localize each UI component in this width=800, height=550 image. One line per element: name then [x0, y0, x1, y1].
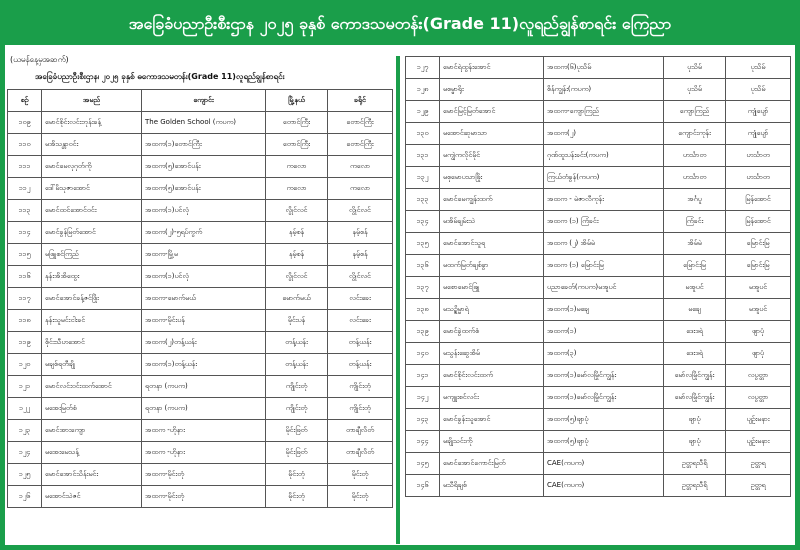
school: အထက-မိုင်းပန် [142, 310, 266, 332]
table-row [8, 376, 393, 398]
student-name: မောင်ရဲထွန်းအောင် [440, 57, 544, 79]
district: လွိုင်လင် [328, 266, 393, 288]
row-no: ၁၁၅ [8, 244, 42, 266]
district: မြောင်းမြ [726, 255, 791, 277]
district: မိုင်းတုံ [328, 464, 393, 486]
school: အထက(၁)ပင်လုံ [142, 266, 266, 288]
district: လွိုင်လင် [328, 200, 393, 222]
student-name: မကျူးစင်လင်း [440, 387, 544, 409]
table-row [8, 332, 393, 354]
page-title: အခြေခံပညာဦးစီးဌာန ၂၀၂၅ ခုနှစ် ကောဒသမတန်း(Grade 11)လူရည်ချွန်စာရင်း ကြေညာ [5, 5, 795, 45]
school: အထက - မဲဇာလီကုန်း [544, 189, 664, 211]
row-no: ၁၃၃ [406, 189, 440, 211]
row-no: ၁၃၀ [406, 123, 440, 145]
row-no: ၁၂၃ [8, 420, 42, 442]
table-row [8, 156, 393, 178]
student-name: မစမ္မာရိုး [440, 79, 544, 101]
student-name: မအိမ်ချမ်းသဲ [440, 211, 544, 233]
row-no: ၁၃၉ [406, 321, 440, 343]
district: လပွတ္တာ [726, 365, 791, 387]
district: တောင်ကြီး [328, 134, 393, 156]
township: ကျိုင်းတုံ [266, 376, 328, 398]
col-header-name: အမည် [42, 90, 142, 112]
table-row [406, 475, 791, 497]
row-no: ၁၄၄ [406, 431, 440, 453]
col-header-township: မြို့နယ် [266, 90, 328, 112]
district: ပျဉ်းမနား [726, 431, 791, 453]
row-no: ၁၁၉ [8, 332, 42, 354]
student-name: မသဉ္စိမ္မာရဲ [440, 299, 544, 321]
district: ပုသိမ် [726, 57, 791, 79]
student-name: မကျွဲကလိုင်မိုင် [440, 145, 544, 167]
township: ဒေးဒရဲ [664, 343, 726, 365]
row-no: ၁၃၈ [406, 299, 440, 321]
student-name: ဒေါ်မိသုဇာအောင် [42, 178, 142, 200]
col-header-district: ခရိုင် [328, 90, 393, 112]
row-no: ၁၄၁ [406, 365, 440, 387]
student-name: မသွန်းဆွေအိမ် [440, 343, 544, 365]
district: မိုင်းတုံ [328, 486, 393, 508]
township: မအူပင် [664, 277, 726, 299]
township: ဥတ္တရသီရိ [664, 475, 726, 497]
district: ကလော [328, 156, 393, 178]
row-no: ၁၂၀ [8, 354, 42, 376]
student-name: မောင်ခွဲထက်စံ [440, 321, 544, 343]
district: မအူပင် [726, 299, 791, 321]
table-row [406, 409, 791, 431]
table-row [406, 145, 791, 167]
row-no: ၁၁၈ [8, 310, 42, 332]
table-row [406, 79, 791, 101]
district: နမ့်စန် [328, 222, 393, 244]
school: အထက -ဟိုနား [142, 420, 266, 442]
student-name: နန်းအိအိထွေး [42, 266, 142, 288]
continued-note: (ယမန်နေ့မှအဆက်) [10, 55, 69, 64]
row-no: ၁၀၉ [8, 112, 42, 134]
district: ပျဉ်းမနား [726, 409, 791, 431]
col-header-no: စဉ် [8, 90, 42, 112]
student-name: မောင်မြင့်မြတ်အောင် [440, 101, 544, 123]
row-no: ၁၂၆ [8, 486, 42, 508]
student-name: မအေးမြတ်စံ [42, 398, 142, 420]
row-no: ၁၁၀ [8, 134, 42, 156]
school: အထက(၁)တောင်ကြီး [142, 134, 266, 156]
township: ပုသိမ် [664, 79, 726, 101]
township: မိုင်းဖြတ် [266, 420, 328, 442]
student-name: နန်းသူမင်းငါးခင် [42, 310, 142, 332]
district: ကျုံပျော် [726, 123, 791, 145]
township: တောင်ကြီး [266, 112, 328, 134]
student-name: မောင်အောင်ခန့်ဇင်ဖြိုး [42, 288, 142, 310]
school: အထက(၅)ဖျာပုံ [544, 409, 664, 431]
school: The Golden School (ကပက) [142, 112, 266, 134]
district: တောင်ကြီး [328, 112, 393, 134]
school: အထက-မြို့မ [142, 244, 266, 266]
township: ဟင်္သာတ [664, 145, 726, 167]
township: မော်လမြိုင်ကျွန်း [664, 387, 726, 409]
school: အထက(၅)ဖျာပုံ [544, 431, 664, 453]
district: ဖျာပုံ [726, 343, 791, 365]
student-name: မချိုသင်းကို [440, 431, 544, 453]
township: မိုင်းတုံ [266, 486, 328, 508]
student-name: မအောင်သဲဇင် [42, 486, 142, 508]
district: ဥတ္တရ [726, 475, 791, 497]
row-no: ၁၁၇ [8, 288, 42, 310]
student-name: မောင်ခွန်းသူအောင် [440, 409, 544, 431]
district: နမ့်စန် [328, 244, 393, 266]
table-row [406, 387, 791, 409]
school: အထက(၃) [544, 343, 664, 365]
school: အထက-မိုင်းတုံ [142, 464, 266, 486]
table-row [406, 277, 791, 299]
table-row [8, 288, 393, 310]
table-header-row [8, 90, 393, 112]
district: ဥတ္တရ [726, 453, 791, 475]
school: အထက (၁) မြောင်းမြ [544, 255, 664, 277]
table-row [8, 200, 393, 222]
school: အထက(၂)တန့်ယန်း [142, 332, 266, 354]
table-row [8, 222, 393, 244]
township: လွိုင်လင် [266, 266, 328, 288]
table-row [8, 266, 393, 288]
school: စိန်ကျွန်း(ကပက) [544, 79, 664, 101]
student-name: မောင်မေကျွန်းထက် [440, 189, 544, 211]
township: အင်္ဂပူ [664, 189, 726, 211]
row-no: ၁၂၂ [8, 398, 42, 420]
row-no: ၁၃၆ [406, 255, 440, 277]
table-row [8, 486, 393, 508]
table-row [8, 420, 393, 442]
table-row [406, 299, 791, 321]
township: နမ့်စန် [266, 222, 328, 244]
school: ကြယ်တံခွန်(ကပက) [544, 167, 664, 189]
township: မချေ [664, 299, 726, 321]
school: ရတနာ (ကပက) [142, 376, 266, 398]
district: မြောင်းမြ [726, 233, 791, 255]
township: ကလော [266, 156, 328, 178]
table-row [8, 310, 393, 332]
table-row [406, 57, 791, 79]
district: တန့်ယန်း [328, 332, 393, 354]
row-no: ၁၂၇ [406, 57, 440, 79]
district: ကျုံပျော် [726, 101, 791, 123]
school: အထက(၆)ပုသိမ် [544, 57, 664, 79]
school: ဂုဏ်ထူးပန်းခင်း(ကပက) [544, 145, 664, 167]
student-name: မောင်စိုင်းလင်းဘုန်းခန့် [42, 112, 142, 134]
student-name: မစုမောပသာဖြိုး [440, 167, 544, 189]
district: လပွတ္တာ [726, 387, 791, 409]
row-no: ၁၄၀ [406, 343, 440, 365]
district: ကျိုင်းတုံ [328, 376, 393, 398]
township: ကြံခင်း [664, 211, 726, 233]
table-row [8, 442, 393, 464]
township: မောက်မယ် [266, 288, 328, 310]
table-row [406, 431, 791, 453]
township: လွိုင်လင် [266, 200, 328, 222]
district: ဟင်္သာတ [726, 145, 791, 167]
district: တန့်ယန်း [328, 354, 393, 376]
school: ရတနာ (ကပက) [142, 398, 266, 420]
township: တောင်ကြီး [266, 134, 328, 156]
row-no: ၁၂၁ [8, 376, 42, 398]
student-name: မောင်အောင်ကောင်းမြတ် [440, 453, 544, 475]
student-name: မစောမောင်ဖြူ [440, 277, 544, 299]
row-no: ၁၃၇ [406, 277, 440, 299]
district: ဖျာပုံ [726, 321, 791, 343]
school: အထက(၂) [544, 123, 664, 145]
table-row [406, 233, 791, 255]
table-row [406, 101, 791, 123]
row-no: ၁၂၄ [8, 442, 42, 464]
table-row [406, 167, 791, 189]
student-name: မောင်လင်းဝင်းထက်အောင် [42, 376, 142, 398]
school: အထက(၁)မော်လမြိုင်ကျွန်း [544, 365, 664, 387]
row-no: ၁၄၆ [406, 475, 440, 497]
township: ကျိုင်းတုံ [266, 398, 328, 420]
student-name: မောင်မေလုဂုတ်ကို [42, 156, 142, 178]
student-name: မချစ်ရတီချို [42, 354, 142, 376]
row-no: ၁၃၄ [406, 211, 440, 233]
school: အထက -ဟိုနား [142, 442, 266, 464]
school: အထက(၅)အောင်ပန်း [142, 156, 266, 178]
township: တန့်ယန်း [266, 332, 328, 354]
township: အိမ်မဲ [664, 233, 726, 255]
row-no: ၁၁၃ [8, 200, 42, 222]
table-row [406, 255, 791, 277]
table-row [406, 321, 791, 343]
student-name: မောင်အောင်သိန်းမင်း [42, 464, 142, 486]
township: မိုင်းပန် [266, 310, 328, 332]
school: CAE(ကပက) [544, 453, 664, 475]
student-name: မောင်အောင်သူရ [440, 233, 544, 255]
row-no: ၁၃၂ [406, 167, 440, 189]
school: အထက(၁)မော်လမြိုင်ကျွန်း [544, 387, 664, 409]
left-list-table [7, 89, 393, 508]
township: ဥတ္တရသီရိ [664, 453, 726, 475]
student-name: မောင်ခွန်မြတ်အောင် [42, 222, 142, 244]
township: မိုင်းတုံ [266, 464, 328, 486]
student-name: မဖြူစင်ကြည် [42, 244, 142, 266]
school: အထက(၁)တန့်ယန်း [142, 354, 266, 376]
township: မော်လမြိုင်ကျွန်း [664, 365, 726, 387]
school: အထက(၁) [544, 321, 664, 343]
right-list-table [405, 56, 791, 497]
student-name: မောင်စိုင်းလင်းထက် [440, 365, 544, 387]
table-row [8, 178, 393, 200]
school: အထက-မိုင်းတုံ [142, 486, 266, 508]
student-name: မောင်ထင်အောင်ဝင်း [42, 200, 142, 222]
table-row [8, 244, 393, 266]
school: အထက (၁) ကြံခင်း [544, 211, 664, 233]
student-name: မအောင်ဆုမာသာ [440, 123, 544, 145]
school: အထက-ကျောကြည် [544, 101, 664, 123]
row-no: ၁၁၂ [8, 178, 42, 200]
township: မိုင်းဖြတ် [266, 442, 328, 464]
school: ပညာခေတ်(ကပက)မအူပင် [544, 277, 664, 299]
district: မြန်အောင် [726, 211, 791, 233]
table-row [406, 123, 791, 145]
township: နမ့်စန် [266, 244, 328, 266]
table-row [406, 189, 791, 211]
student-name: မထက်မြတ်ချစ်ခွာ [440, 255, 544, 277]
township: ကျောင်းကုန်း [664, 123, 726, 145]
row-no: ၁၄၃ [406, 409, 440, 431]
township: မြောင်းမြ [664, 255, 726, 277]
student-name: မအေးမေသန့် [42, 442, 142, 464]
col-header-school: ကျောင်း [142, 90, 266, 112]
school: အထက(၁)မချေ [544, 299, 664, 321]
school: အထက (၂) အိမ်မဲ [544, 233, 664, 255]
row-no: ၁၂၅ [8, 464, 42, 486]
township: ဖျာပုံ [664, 431, 726, 453]
school: CAE(ကပက) [544, 475, 664, 497]
table-row [8, 464, 393, 486]
table-row [406, 453, 791, 475]
table-row [406, 211, 791, 233]
school: အထက(၂)-၅ရပ်ကွက် [142, 222, 266, 244]
district: မအူပင် [726, 277, 791, 299]
district: ဟင်္သာတ [726, 167, 791, 189]
township: ကလော [266, 178, 328, 200]
list-subtitle: အခြေခံပညာဦးစီးဌာန၊ ၂၀၂၅ ခုနှစ် ဓကောဒသမတန်း(Grade 11)လူရည်ချွန်စာရင်း [35, 72, 285, 81]
row-no: ၁၁၁ [8, 156, 42, 178]
township: တန့်ယန်း [266, 354, 328, 376]
table-row [406, 343, 791, 365]
district: မြန်အောင် [726, 189, 791, 211]
table-row [406, 365, 791, 387]
student-name: မသီရိချစ် [440, 475, 544, 497]
table-row [8, 112, 393, 134]
township: ကျောကြည် [664, 101, 726, 123]
row-no: ၁၄၅ [406, 453, 440, 475]
township: ဟင်္သာတ [664, 167, 726, 189]
row-no: ၁၄၂ [406, 387, 440, 409]
district: တာချီလိတ် [328, 442, 393, 464]
township: ဖျာပုံ [664, 409, 726, 431]
district: ကျိုင်းတုံ [328, 398, 393, 420]
township: ပုသိမ် [664, 57, 726, 79]
school: အထက(၁)ပင်လုံ [142, 200, 266, 222]
district: တာချီလိတ် [328, 420, 393, 442]
row-no: ၁၂၉ [406, 101, 440, 123]
table-row [8, 134, 393, 156]
row-no: ၁၃၅ [406, 233, 440, 255]
school: အထက-မောက်မယ် [142, 288, 266, 310]
district: လင်းခေး [328, 288, 393, 310]
row-no: ၁၁၆ [8, 266, 42, 288]
student-name: မောင်အားကျော [42, 420, 142, 442]
row-no: ၁၁၄ [8, 222, 42, 244]
student-name: မအိသန္တာဝင်း [42, 134, 142, 156]
row-no: ၁၃၁ [406, 145, 440, 167]
district: ကလော [328, 178, 393, 200]
district: ပုသိမ် [726, 79, 791, 101]
township: ဒေးဒရဲ [664, 321, 726, 343]
row-no: ၁၂၈ [406, 79, 440, 101]
column-divider [396, 56, 400, 544]
table-row [8, 354, 393, 376]
school: အထက(၅)အောင်ပန်း [142, 178, 266, 200]
district: လင်းခေး [328, 310, 393, 332]
table-row [8, 398, 393, 420]
student-name: စိုင်းသီဟအောင် [42, 332, 142, 354]
